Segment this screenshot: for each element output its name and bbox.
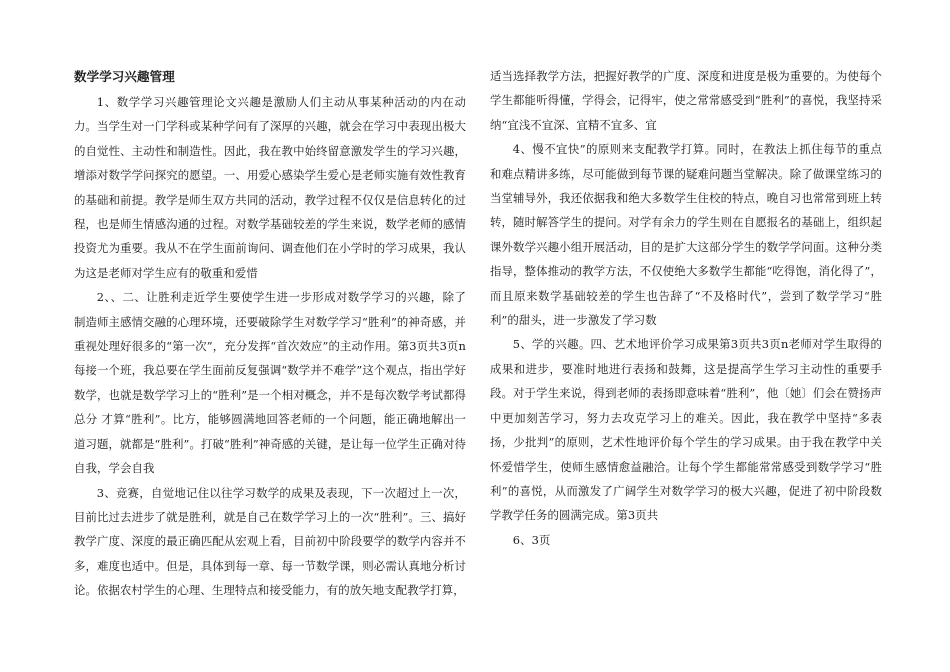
paragraph-1: 1、数学学习兴趣管理论文兴趣是激励人们主动从事某种活动的内在动力。当学生对一门学科或某种学问有了深厚的兴趣，就会在学习中表现出极大的自觉性、主动性和制造性。因此，我在教中始终留意激发学生的学习兴趣，增添对数学学问探究的愿望。一、用爱心感染学生爱心是老师实施有效性教育的基础和前提。教学是师生双方共同的活动，教学过程不仅仅是信息转化的过程，也是师生情感沟通的过程。对数学基础较差的学生来说，数学老师的感情投资尤为重要。我从不在学生面前询问、调查他们在小学时的学习成果，我认为这是老师对学生应有的敬重和爱惜 <box>74 95 466 280</box>
paragraph-3-continued: 适当选择教学方法，把握好教学的广度、深度和进度是极为重要的。为使每个学生都能听得懂，学得会，记得牢，使之常常感受到“胜利”的喜悦，我坚持采纳“宜浅不宜深、宜精不宜多、宜 <box>490 69 882 132</box>
paragraph-6: 6、3页 <box>512 532 551 547</box>
paragraph-4: 4、慢不宜快”的原则来支配教学打算。同时，在教法上抓住每节的重点和难点精讲多练，尽可能做到每节课的疑难问题当堂解决。除了做课堂练习的当堂辅导外，我还依据我和绝大多数学生住校的特点，晚自习也常常到班上转转，随时解答学生的提问。对学有余力的学生则在自愿报名的基础上，组织起课外数学兴趣小组开展活动，目的是扩大这部分学生的数学学问面。这种分类指导，整体推动的教学方法，不仅使绝大多数学生都能“吃得饱，消化得了”，而且原来数学基础较差的学生也告辞了“不及格时代”，尝到了数学学习“胜利”的甜头，进一步激发了学习数 <box>490 142 882 328</box>
left-column <box>74 66 466 603</box>
paragraph-5: 5、学的兴趣。四、艺术地评价学习成果第3页共3页n老师对学生取得的成果和进步，要准时地进行表扬和鼓舞，这是提高学生学习主动性的重要手段。对于学生来说，得到老师的表扬即意味着“胜利”，他〔她〕们会在赞扬声中更加刻苦学习，努力去攻克学习上的难关。因此，我在教学中坚持“多表扬，少批判”的原则，艺术性地评价每个学生的学习成果。由于我在教学中关怀爱惜学生，使师生感情愈益融洽。让每个学生都能常常感受到数学学习“胜利”的喜悦，从而激发了广阔学生对数学学习的极大兴趣，促进了初中阶段数学教学任务的圆满完成。第3页共 <box>490 337 882 523</box>
paragraph-2: 2、、二、让胜利走近学生要使学生进一步形成对数学学习的兴趣，除了制造师主感情交融的心理环境，还要破除学生对数学学习“胜利”的神奇感，并重视处理好很多的“第一次”，充分发挥“首次效应”的主动作用。第3页共3页n每接一个班，我总要在学生面前反复强调“数学并不难学”这个观点，指出学好数学，也就是数学学习上的“胜利”是一个相对概念，并不是每次数学考试都得总分 才算“胜利”。比方，能够圆满地回答老师的一个问题，能正确地解出一道习题，就都是“胜利”。打破“胜利”神奇感的关键，是让每一位学生正确对待自我，学会自我 <box>74 290 466 476</box>
paragraph-3: 3、竞赛，自觉地记住以往学习数学的成果及表现，下一次超过上一次，目前比过去进步了就是胜利，就是自己在数学学习上的一次“胜利”。三、搞好教学广度、深度的最正确匹配从宏观上看，目前初中阶段要学的数学内容并不多，难度也适中。但是，具体到每一章、每一节数学课，则必需认真地分析讨论。依据农村学生的心理、生理特点和接受能力，有的放矢地支配教学打算， <box>74 485 466 598</box>
right-column <box>490 64 882 552</box>
document-title: 数学学习兴趣管理 <box>74 69 175 84</box>
